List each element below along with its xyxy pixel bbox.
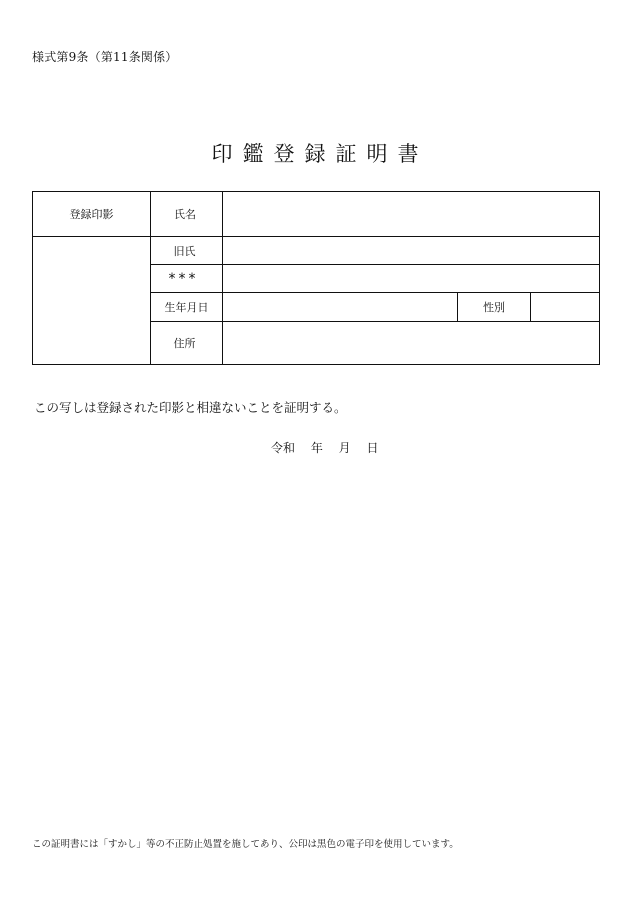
certification-statement: この写しは登録された印影と相違ないことを証明する。 [34,400,347,415]
seal-impression-label: 登録印影 [69,208,114,221]
document-title: 印鑑登録証明書 [211,142,429,166]
address-value [223,322,599,364]
former-name-value [223,237,599,264]
form-number: 様式第9条（第11条関係） [32,50,178,64]
masked-field-value [223,265,599,292]
anti-forgery-note: この証明書には「すかし」等の不正防止処置を施してあり、公印は黒色の電子印を使用しています。 [32,839,459,850]
issue-date: 令和 年 月 日 [271,441,379,455]
former-name-label: 旧氏 [173,244,196,258]
address-label: 住所 [173,337,196,350]
seal-impression-area [33,237,150,364]
name-value [223,192,599,236]
certificate-table [32,191,600,365]
birthdate-value [223,293,457,321]
birthdate-label: 生年月日 [164,301,209,314]
sex-value [531,293,599,321]
name-label: 氏名 [174,208,196,221]
masked-field-label: *** [168,270,199,287]
sex-label: 性別 [483,301,505,314]
